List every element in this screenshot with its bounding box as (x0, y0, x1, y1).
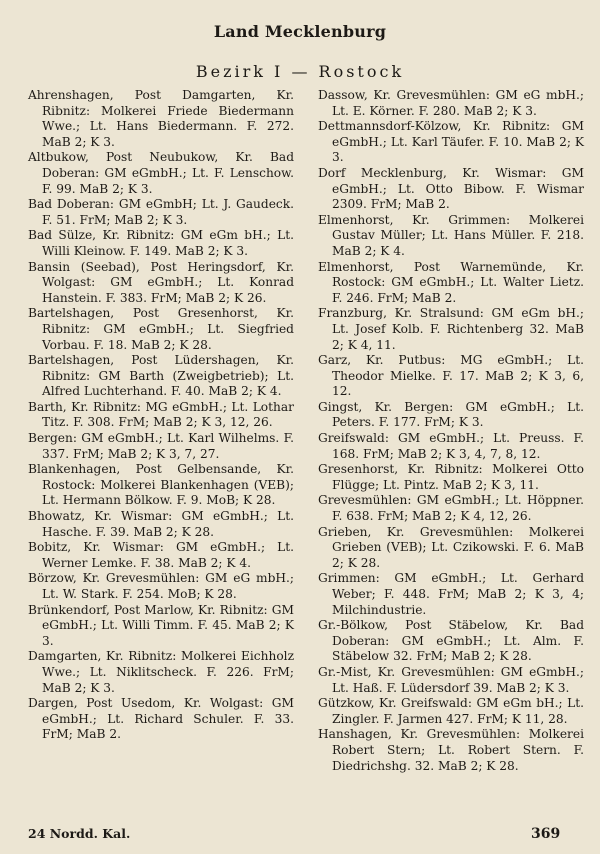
directory-entry: Bad Doberan: GM eGmbH; Lt. J. Gaudeck. F. 51. FrM; MaB 2; K 3. (28, 197, 294, 227)
directory-entry: Bartelshagen, Post Gresenhorst, Kr. Ribnitz: GM eGmbH.; Lt. Siegfried Vorbau. F. 18. MaB 2; K 28. (28, 306, 294, 352)
directory-entry: Gr.-Mist, Kr. Grevesmühlen: GM eGmbH.; Lt. Haß. F. Lüdersdorf 39. MaB 2; K 3. (318, 664, 584, 695)
directory-entry: Elmenhorst, Post Warnemünde, Kr. Rostock: GM eGmbH.; Lt. Walter Lietz. F. 246. FrM; MaB 2. (318, 259, 584, 305)
directory-entry: Gingst, Kr. Bergen: GM eGmbH.; Lt. Peters. F. 177. FrM; K 3. (318, 399, 584, 430)
directory-entry: Dorf Mecklenburg, Kr. Wismar: GM eGmbH.; Lt. Otto Bibow. F. Wismar 2309. FrM; MaB 2. (318, 165, 584, 212)
directory-entry: Franzburg, Kr. Stralsund: GM eGm bH.; Lt. Josef Kolb. F. Richtenberg 32. MaB 2; K 4, 11. (318, 306, 584, 352)
directory-entry: Bhowatz, Kr. Wismar: GM eGmbH.; Lt. Hasche. F. 39. MaB 2; K 28. (28, 509, 294, 539)
directory-entry: Garz, Kr. Putbus: MG eGmbH.; Lt. Theodor Mielke. F. 17. MaB 2; K 3, 6, 12. (318, 353, 584, 399)
directory-entry: Gützkow, Kr. Greifswald: GM eGm bH.; Lt. Zingler. F. Jarmen 427. FrM; K 11, 28. (318, 696, 584, 726)
directory-entry: Ahrenshagen, Post Damgarten, Kr. Ribnitz: Molkerei Friede Biedermann Wwe.; Lt. Hans Biedermann. F. 272. MaB 2; K 3. (28, 88, 294, 149)
directory-entry: Bartelshagen, Post Lüdershagen, Kr. Ribnitz: GM Barth (Zweigbetrieb); Lt. Alfred Luchterhand. F. 40. MaB 2; K 4. (28, 353, 294, 399)
directory-entry: Elmenhorst, Kr. Grimmen: Molkerei Gustav Müller; Lt. Hans Müller. F. 218. MaB 2; K 4. (318, 212, 584, 258)
directory-entry: Barth, Kr. Ribnitz: MG eGmbH.; Lt. Lothar Titz. F. 308. FrM; MaB 2; K 3, 12, 26. (28, 399, 294, 430)
directory-entry: Hanshagen, Kr. Grevesmühlen: Molkerei Robert Stern; Lt. Robert Stern. F. Diedrichshg. 32. MaB 2; K 28. (318, 727, 584, 773)
region-heading: Land Mecklenburg (213, 22, 387, 41)
directory-entry: Greifswald: GM eGmbH.; Lt. Preuss. F. 168. FrM; MaB 2; K 3, 4, 7, 8, 12. (318, 431, 584, 461)
directory-entry: Grieben, Kr. Grevesmühlen: Molkerei Grieben (VEB); Lt. Czikowski. F. 6. MaB 2; K 28. (318, 524, 584, 570)
directory-entry: Dargen, Post Usedom, Kr. Wolgast: GM eGmbH.; Lt. Richard Schuler. F. 33. FrM; MaB 2. (28, 696, 294, 742)
left-column (28, 88, 294, 743)
directory-entry: Brünkendorf, Post Marlow, Kr. Ribnitz: GM eGmbH.; Lt. Willi Timm. F. 45. MaB 2; K 3. (28, 602, 294, 648)
directory-entry: Dassow, Kr. Grevesmühlen: GM eG mbH.; Lt. E. Körner. F. 280. MaB 2; K 3. (318, 88, 584, 118)
directory-entry: Börzow, Kr. Grevesmühlen: GM eG mbH.; Lt. W. Stark. F. 254. MoB; K 28. (28, 571, 294, 601)
page-number: 369 (531, 826, 561, 842)
directory-entry: Gr.-Bölkow, Post Stäbelow, Kr. Bad Doberan: GM eGmbH.; Lt. Alm. F. Stäbelow 32. FrM; MaB 2; K 28. (318, 618, 584, 664)
directory-entry: Altbukow, Post Neubukow, Kr. Bad Doberan: GM eGmbH.; Lt. F. Lenschow. F. 99. MaB 2; K 3. (28, 150, 294, 196)
directory-entry: Damgarten, Kr. Ribnitz: Molkerei Eichholz Wwe.; Lt. Niklitscheck. F. 226. FrM; MaB 2; K 3. (28, 649, 294, 695)
directory-entry: Bergen: GM eGmbH.; Lt. Karl Wilhelms. F. 337. FrM; MaB 2; K 3, 7, 27. (28, 431, 294, 461)
right-column (318, 88, 584, 774)
footer-signature: 24 Nordd. Kal. (28, 826, 131, 841)
directory-entry: Dettmannsdorf-Kölzow, Kr. Ribnitz: GM eGmbH.; Lt. Karl Täufer. F. 10. MaB 2; K 3. (318, 119, 584, 165)
directory-entry: Grevesmühlen: GM eGmbH.; Lt. Höppner. F. 638. FrM; MaB 2; K 4, 12, 26. (318, 493, 584, 524)
directory-entry: Bansin (Seebad), Post Heringsdorf, Kr. Wolgast: GM eGmbH.; Lt. Konrad Hanstein. F. 383. FrM; MaB 2; K 26. (28, 259, 294, 305)
directory-entry: Bad Sülze, Kr. Ribnitz: GM eGm bH.; Lt. Willi Kleinow. F. 149. MaB 2; K 3. (28, 228, 294, 258)
directory-entry: Gresenhorst, Kr. Ribnitz: Molkerei Otto Flügge; Lt. Pintz. MaB 2; K 3, 11. (318, 462, 584, 492)
district-heading: Bezirk I — Rostock (195, 62, 405, 81)
directory-entry: Blankenhagen, Post Gelbensande, Kr. Rostock: Molkerei Blankenhagen (VEB); Lt. Hermann Bölkow. F. 9. MoB; K 28. (28, 462, 294, 508)
directory-entry: Grimmen: GM eGmbH.; Lt. Gerhard Weber; F. 448. FrM; MaB 2; K 3, 4; Milchindustrie. (318, 571, 584, 617)
directory-entry: Bobitz, Kr. Wismar: GM eGmbH.; Lt. Werner Lemke. F. 38. MaB 2; K 4. (28, 540, 294, 570)
